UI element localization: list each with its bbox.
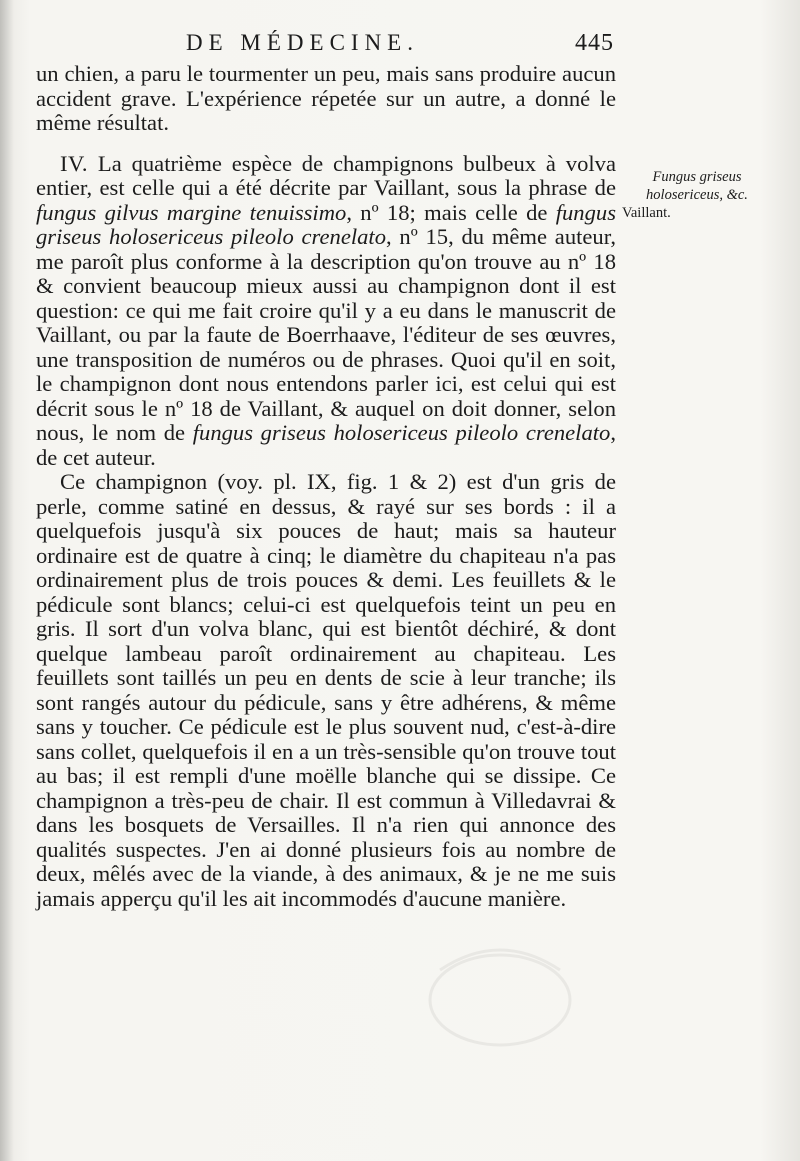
margin-note-author: Vaillant. [622, 205, 671, 221]
latin-phrase: fungus gilvus margine tenuissimo [36, 199, 347, 225]
running-head: DE MÉDECINE. [186, 30, 419, 55]
paragraph-description: Ce champignon (voy. pl. IX, fig. 1 & 2) est d'un gris de perle, comme satiné en dessus, & rayé sur ses bords : il a quelquefois jusqu'à six pouces de haut; mais sa hauteur ordinaire est de quatre à cinq; le diamètre du chapiteau n'a pas ordinairement plus de trois pouces & demi. Les feuillets & le pédicule sont blancs; celui-ci est quelquefois teint un peu en gris. Il sort d'un volva blanc, qui est bientôt déchiré, & dont quelque lambeau paroît ordinairement au chapiteau. Les feuillets sont taillés un peu en dents de scie à leur tranche; ils sont rangés autour du pédicule, sans y être adhérens, & même sans y toucher. Ce pédicule est le plus souvent nud, c'est-à-dire sans collet, quelquefois il en a un très-sensible qu'on trouve tout au bas; il est rempli d'une moëlle blanche qui se dissipe. Ce champignon a très-peu de chair. Il est commun à Villedavrai & dans les bosquets de Versailles. Il n'a rien qui annonce des qualités suspectes. J'en ai donné plusieurs fois au nombre de deux, mêlés avec de la viande, à des animaux, & je ne me suis jamais apperçu qu'il les ait incommodés d'aucune manière. [36, 469, 616, 911]
spine-shadow [0, 0, 14, 1161]
text-run: , de cet auteur. [36, 420, 616, 470]
latin-phrase: fungus griseus holosericeus pileolo crenelato [192, 420, 611, 445]
text-run: La quatrième espèce de champignons bulbeux à volva entier, est celle qui a été décrite par Vaillant, sous la phrase de [36, 150, 616, 200]
text-run: , nº 18; mais celle de [346, 199, 556, 225]
margin-note-line: holosericeus, &c. [646, 187, 748, 203]
paragraph-section-iv [36, 152, 616, 471]
page-header [180, 28, 620, 62]
latin-phrase: fungus griseus holosericeus pileolo crenelato [36, 199, 616, 249]
paragraph-continuation: un chien, a paru le tourmenter un peu, mais sans produire aucun accident grave. L'expérience répetée sur un autre, a donné le même résultat. [36, 61, 616, 135]
show-through-illustration [400, 930, 600, 1050]
margin-note-line: Fungus griseus [652, 169, 742, 185]
text-run: , nº 15, du même auteur, me paroît plus conforme à la description qu'on trouve au nº 18 & convient beaucoup mieux aussi au champignon dont il est question: ce qui me fait croire qu'il y a eu dans le manuscrit de Vaillant, ou par la faute de Boerrhaave, l'éditeur de ses œuvres, une transposition de numéros ou de phrases. Quoi qu'il en soit, le champignon dont nous entendons parler ici, est celui qui est décrit sous le nº 18 de Vaillant, & auquel on doit donner, selon nous, le nom de [36, 224, 616, 445]
main-text [36, 62, 616, 911]
page-number: 445 [575, 30, 614, 56]
section-number: IV. [60, 150, 89, 176]
margin-note [622, 168, 772, 222]
